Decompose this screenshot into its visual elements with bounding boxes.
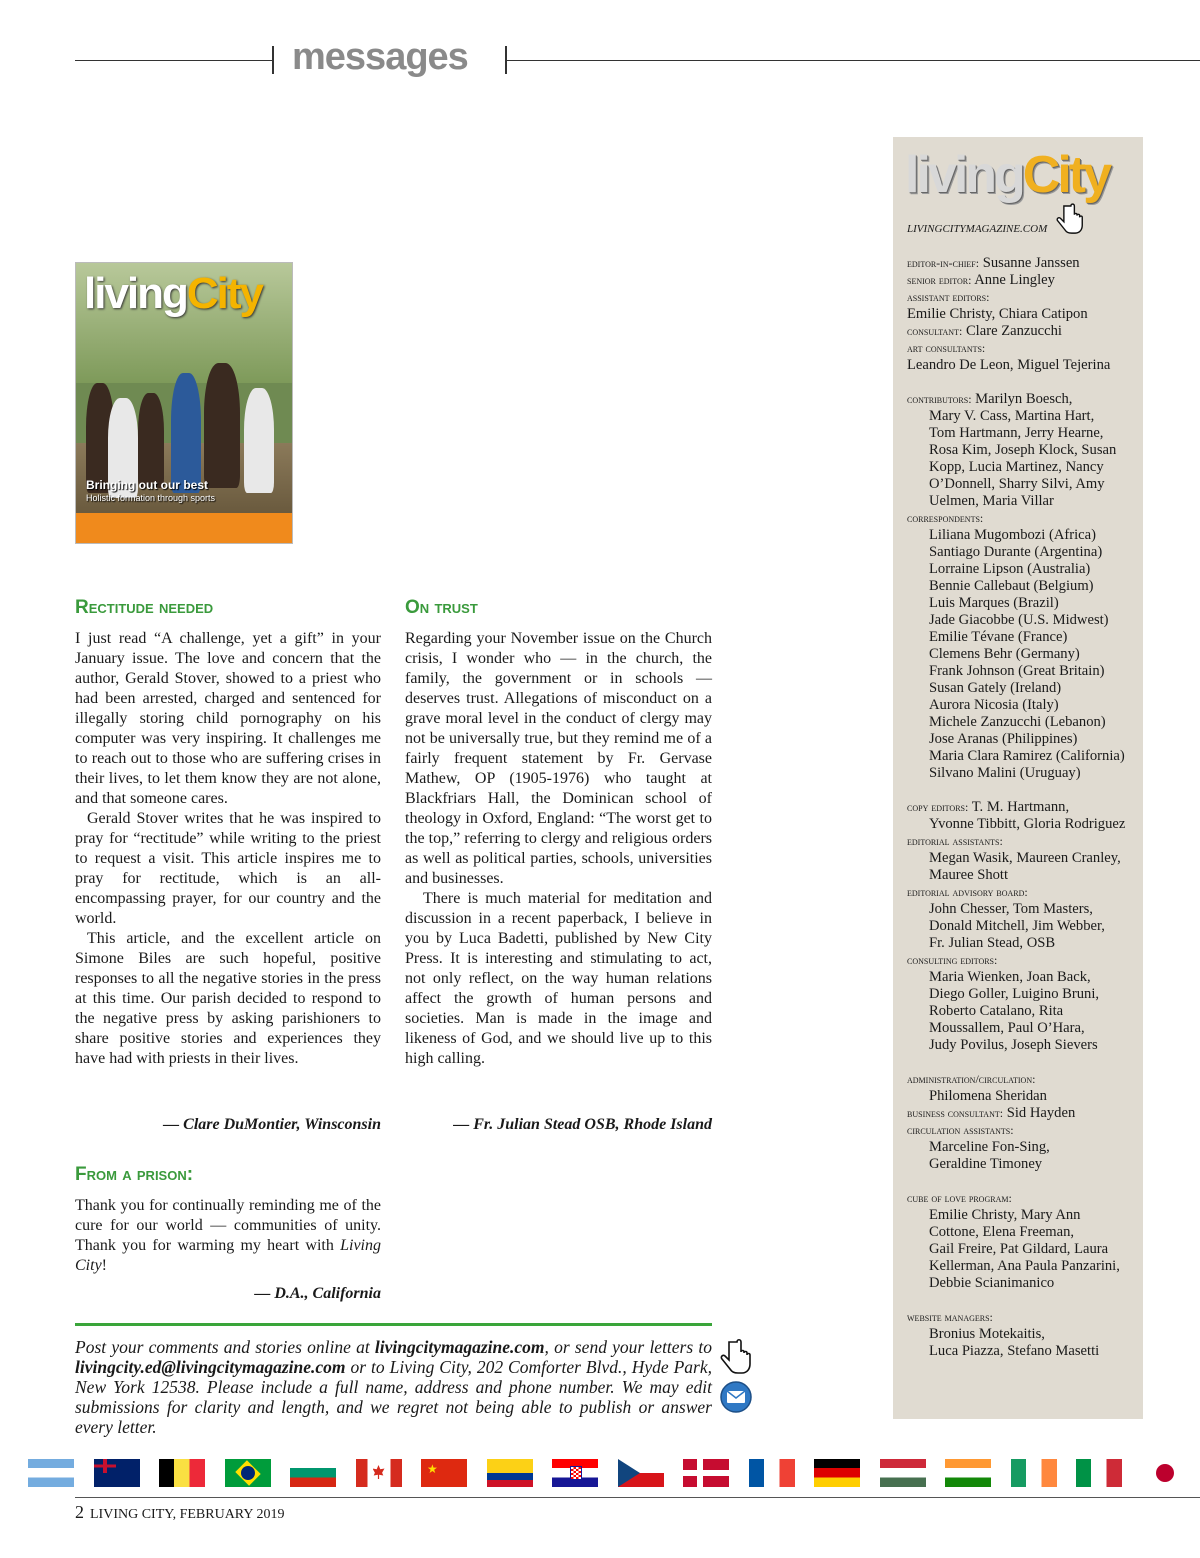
masthead-row (907, 272, 1141, 289)
masthead-row (907, 1105, 1141, 1122)
cover-logo: livingCity (84, 269, 263, 318)
bulgaria-flag (290, 1459, 336, 1487)
section-title: messages (292, 36, 468, 78)
masthead-names: Marilyn Boesch, (971, 391, 1073, 407)
header-rule-left (75, 60, 272, 61)
masthead-row (907, 1190, 1141, 1207)
croatia-flag (552, 1459, 598, 1487)
hungary-flag (880, 1459, 926, 1487)
italy-flag (1076, 1459, 1122, 1487)
page-number: 2 (75, 1502, 84, 1522)
masthead-row (907, 918, 1141, 935)
india-flag (945, 1459, 991, 1487)
article-paragraph: I just read “A challenge, yet a gift” in your January issue. The love and concern that the author, Gerald Stover, showed to a priest who had been arrested, charged and sentenced for illegally storing child pornography on his computer was very inspiring. It challenges me to reach out to those who are suffering crises in their lives, to let them know they are not alone, and that someone cares. (75, 630, 381, 807)
article-paragraph: Thank you for continually reminding me of the cure for our world — communities of unity. Thank you for warming my heart with Living City! (75, 1197, 381, 1274)
masthead-logo: livingCity (905, 146, 1110, 204)
masthead-names: Marceline Fon-Sing, (929, 1139, 1050, 1155)
masthead-row (907, 714, 1141, 731)
china-flag: ★ (421, 1459, 467, 1487)
article-body (75, 1196, 381, 1276)
masthead-role-label: art consultants: (907, 341, 986, 355)
argentina-flag (28, 1459, 74, 1487)
colombia-flag (487, 1459, 533, 1487)
masthead-names: T. M. Hartmann, (968, 799, 1070, 815)
email-link[interactable]: livingcity.ed@livingcitymagazine.com (75, 1357, 346, 1377)
masthead-names: Emilie Christy, Mary Ann (929, 1207, 1081, 1223)
masthead-row (907, 442, 1141, 459)
masthead-names: Yvonne Tibbitt, Gloria Rodriguez (929, 816, 1126, 832)
masthead-row (907, 323, 1141, 340)
masthead-names: Sid Hayden (1003, 1105, 1076, 1121)
masthead-url[interactable]: LIVINGCITYMAGAZINE.COM (907, 223, 1048, 235)
masthead-row (907, 799, 1141, 816)
masthead-names: Bronius Motekaitis, (929, 1326, 1045, 1342)
masthead-names: Gail Freire, Pat Gildard, Laura (929, 1241, 1109, 1257)
masthead-row (907, 340, 1141, 357)
masthead-names: Fr. Julian Stead, OSB (929, 935, 1056, 951)
article-body (75, 629, 381, 1069)
masthead-row (907, 357, 1141, 374)
article-paragraph: Regarding your November issue on the Church crisis, I wonder who — in the church, the family, the government or in schools — deserves trust. Allegations of misconduct on a grave moral level in the conduct of clergy may not be universally true, but they remind me of a fairly frequent statement by Fr. Gervase Mathew, OP (1905-1976) who taught at Blackfriars Hall, the Dominican school of theology in Oxford, England: “The worst get to the top,” referring to clergy and religious orders as well as political parties, schools, universities and businesses. (405, 630, 712, 887)
footer-rule (75, 1497, 1200, 1498)
article-signature: — Fr. Julian Stead OSB, Rhode Island (453, 1116, 712, 1133)
masthead-row (907, 595, 1141, 612)
masthead-names: Diego Goller, Luigino Bruni, (929, 986, 1100, 1002)
masthead-row (907, 1156, 1141, 1173)
masthead-names: Maria Wienken, Joan Back, (929, 969, 1091, 985)
ireland-flag (1011, 1459, 1057, 1487)
cover-headline: Bringing out our best (86, 478, 208, 492)
masthead-names: Susanne Janssen (979, 255, 1080, 271)
masthead-row (907, 1020, 1141, 1037)
masthead-names: Susan Gately (Ireland) (929, 680, 1062, 696)
masthead-names: Maria Clara Ramirez (California) (929, 748, 1125, 764)
article-signature: — Clare DuMontier, Winsconsin (163, 1116, 381, 1133)
masthead-row (907, 544, 1141, 561)
canada-flag (356, 1459, 402, 1487)
masthead-names: Luca Piazza, Stefano Masetti (929, 1343, 1100, 1359)
masthead-role-label: editorial advisory board: (907, 885, 1028, 899)
masthead-row (907, 646, 1141, 663)
masthead-names: Philomena Sheridan (929, 1088, 1047, 1104)
cover-figure (204, 363, 240, 488)
masthead-row (907, 901, 1141, 918)
masthead-names: Liliana Mugombozi (Africa) (929, 527, 1096, 543)
masthead-role-label: editorial assistants: (907, 834, 1003, 848)
masthead-row (907, 578, 1141, 595)
masthead-role-label: assistant editors: (907, 290, 990, 304)
masthead-spacer (907, 782, 1141, 799)
masthead-row (907, 459, 1141, 476)
masthead-row (907, 1309, 1141, 1326)
masthead-row (907, 1071, 1141, 1088)
masthead-row (907, 255, 1141, 272)
masthead-row (907, 1207, 1141, 1224)
masthead-names: John Chesser, Tom Masters, (929, 901, 1093, 917)
cover-contents-band (76, 513, 292, 543)
masthead-row (907, 1088, 1141, 1105)
masthead-names: Leandro De Leon, Miguel Tejerina (907, 357, 1111, 373)
masthead-row (907, 408, 1141, 425)
masthead-names: Clare Zanzucchi (962, 323, 1062, 339)
masthead-row (907, 731, 1141, 748)
masthead-row (907, 1258, 1141, 1275)
denmark-flag (683, 1459, 729, 1487)
masthead-role-label: editor-in-chief: (907, 256, 980, 270)
masthead-row (907, 306, 1141, 323)
masthead-names: Michele Zanzucchi (Lebanon) (929, 714, 1106, 730)
masthead-names: Jose Aranas (Philippines) (929, 731, 1078, 747)
masthead-row (907, 510, 1141, 527)
masthead-names: Anne Lingley (971, 272, 1055, 288)
masthead-panel (893, 137, 1143, 1419)
masthead-row (907, 1241, 1141, 1258)
japan-flag (1142, 1459, 1188, 1487)
czech-flag (618, 1459, 664, 1487)
masthead-row (907, 816, 1141, 833)
masthead-row (907, 748, 1141, 765)
masthead-role-label: administration/circulation: (907, 1072, 1036, 1086)
masthead-names: Mauree Shott (929, 867, 1009, 883)
masthead-names: Donald Mitchell, Jim Webber, (929, 918, 1105, 934)
masthead-row (907, 561, 1141, 578)
masthead-row (907, 629, 1141, 646)
masthead-names: Rosa Kim, Joseph Klock, Susan (929, 442, 1117, 458)
masthead-row (907, 425, 1141, 442)
germany-flag (814, 1459, 860, 1487)
article-paragraph: Gerald Stover writes that he was inspired to pray for “rectitude” while writing to the priest to request a visit. This article inspires me to pray for rectitude, which is an all-encompassing prayer, for our country and the world. (75, 810, 381, 927)
masthead-names: O’Donnell, Sharry Silvi, Amy (929, 476, 1105, 492)
masthead-names: Lorraine Lipson (Australia) (929, 561, 1091, 577)
masthead-names: Emilie Christy, Chiara Catipon (907, 306, 1088, 322)
masthead-role-label: correspondents: (907, 511, 984, 525)
masthead-names: Jade Giacobbe (U.S. Midwest) (929, 612, 1109, 628)
masthead-names: Santiago Durante (Argentina) (929, 544, 1103, 560)
hand-cursor-icon (1056, 201, 1084, 239)
header-tick-left (272, 46, 274, 74)
masthead-names: Frank Johnson (Great Britain) (929, 663, 1105, 679)
masthead-row (907, 986, 1141, 1003)
masthead-row (907, 476, 1141, 493)
masthead-row (907, 1275, 1141, 1292)
article-heading: On trust (405, 597, 478, 618)
masthead-spacer (907, 374, 1141, 391)
masthead-row (907, 663, 1141, 680)
masthead-row (907, 833, 1141, 850)
masthead-row (907, 1343, 1141, 1360)
article-body (405, 629, 712, 1069)
masthead-names: Luis Marques (Brazil) (929, 595, 1059, 611)
masthead-row (907, 1003, 1141, 1020)
masthead-names: Debbie Scianimanico (929, 1275, 1055, 1291)
header-rule-right (507, 60, 1200, 61)
masthead-row (907, 935, 1141, 952)
masthead-names: Emilie Tévane (France) (929, 629, 1068, 645)
article-paragraph: This article, and the excellent article on Simone Biles are such hopeful, positive responses to all the negative stories in the press at this time. Our parish decided to respond to the negative press by asking parishioners to share positive stories and experiences they have had with priests in their lives. (75, 930, 381, 1067)
australia-flag (94, 1459, 140, 1487)
masthead-role-label: business consultant: (907, 1106, 1004, 1120)
masthead-row (907, 1037, 1141, 1054)
masthead-names: Megan Wasik, Maureen Cranley, (929, 850, 1121, 866)
hand-cursor-icon (720, 1338, 752, 1378)
masthead-names: Cottone, Elena Freeman, (929, 1224, 1075, 1240)
masthead-spacer (907, 1292, 1141, 1309)
masthead-names: Mary V. Cass, Martina Hart, (929, 408, 1095, 424)
masthead-role-label: cube of love program: (907, 1191, 1012, 1205)
footer-divider (75, 1323, 712, 1326)
masthead-names: Judy Povilus, Joseph Sievers (929, 1037, 1098, 1053)
masthead-row (907, 697, 1141, 714)
masthead-row (907, 952, 1141, 969)
masthead-row (907, 612, 1141, 629)
masthead-row (907, 884, 1141, 901)
cover-subline: Holistic formation through sports (86, 493, 216, 503)
masthead-names: Geraldine Timoney (929, 1156, 1043, 1172)
issue-label: LIVING CITY, FEBRUARY 2019 (90, 1507, 285, 1522)
masthead-spacer (907, 1173, 1141, 1190)
masthead-role-label: senior editor: (907, 273, 972, 287)
masthead-role-label: circulation assistants: (907, 1123, 1014, 1137)
masthead-spacer (907, 1054, 1141, 1071)
page-folio (75, 1502, 284, 1523)
masthead-row (907, 527, 1141, 544)
masthead-credits (907, 255, 1141, 1360)
masthead-names: Moussallem, Paul O’Hara, (929, 1020, 1085, 1036)
masthead-row (907, 867, 1141, 884)
masthead-names: Kellerman, Ana Paula Panzarini, (929, 1258, 1120, 1274)
cover-figure (138, 393, 164, 488)
masthead-row (907, 1139, 1141, 1156)
article-heading: Rectitude needed (75, 597, 214, 618)
cover-figure (171, 373, 201, 493)
magazine-cover (75, 262, 293, 544)
masthead-names: Bennie Callebaut (Belgium) (929, 578, 1094, 594)
masthead-row (907, 1326, 1141, 1343)
masthead-role-label: website managers: (907, 1310, 993, 1324)
mail-icon (719, 1380, 753, 1414)
masthead-row (907, 493, 1141, 510)
masthead-row (907, 969, 1141, 986)
belgium-flag (159, 1459, 205, 1487)
masthead-row (907, 1224, 1141, 1241)
masthead-row (907, 765, 1141, 782)
masthead-row (907, 1122, 1141, 1139)
masthead-names: Tom Hartmann, Jerry Hearne, (929, 425, 1104, 441)
cover-figure (244, 388, 274, 493)
masthead-names: Aurora Nicosia (Italy) (929, 697, 1059, 713)
masthead-role-label: copy editors: (907, 800, 969, 814)
masthead-row (907, 680, 1141, 697)
article-paragraph: There is much material for meditation and discussion in a recent paperback, I believe in you by Luca Badetti, published by New City Press. It is interesting and stimulating to act, not only reflect, on the way human relations affect the growth of human persons and societies. Man is made in the image and likeness of God, and we should live up to this high calling. (405, 890, 712, 1067)
website-link[interactable]: livingcitymagazine.com (374, 1337, 545, 1357)
masthead-names: Kopp, Lucia Martinez, Nancy (929, 459, 1104, 475)
masthead-names: Uelmen, Maria Villar (929, 493, 1054, 509)
submission-note: Post your comments and stories online at livingcitymagazine.com, or send your letters to livingcity.ed@livingcitymagazine.com or to Living City, 202 Comforter Blvd., Hyde Park, New York 12538. Please include a full name, address and phone number. We may edit submissions for clarity and length, and we regret not being able to publish or answer every letter. (75, 1337, 712, 1437)
france-flag (749, 1459, 795, 1487)
masthead-role-label: consulting editors: (907, 953, 998, 967)
masthead-role-label: contributors: (907, 392, 972, 406)
article-signature: — D.A., California (254, 1285, 381, 1302)
masthead-row (907, 289, 1141, 306)
brazil-flag (225, 1459, 271, 1487)
masthead-row (907, 850, 1141, 867)
masthead-row (907, 391, 1141, 408)
masthead-names: Roberto Catalano, Rita (929, 1003, 1064, 1019)
masthead-names: Silvano Malini (Uruguay) (929, 765, 1081, 781)
article-heading: From a prison: (75, 1164, 194, 1185)
masthead-role-label: consultant: (907, 324, 963, 338)
masthead-names: Clemens Behr (Germany) (929, 646, 1080, 662)
